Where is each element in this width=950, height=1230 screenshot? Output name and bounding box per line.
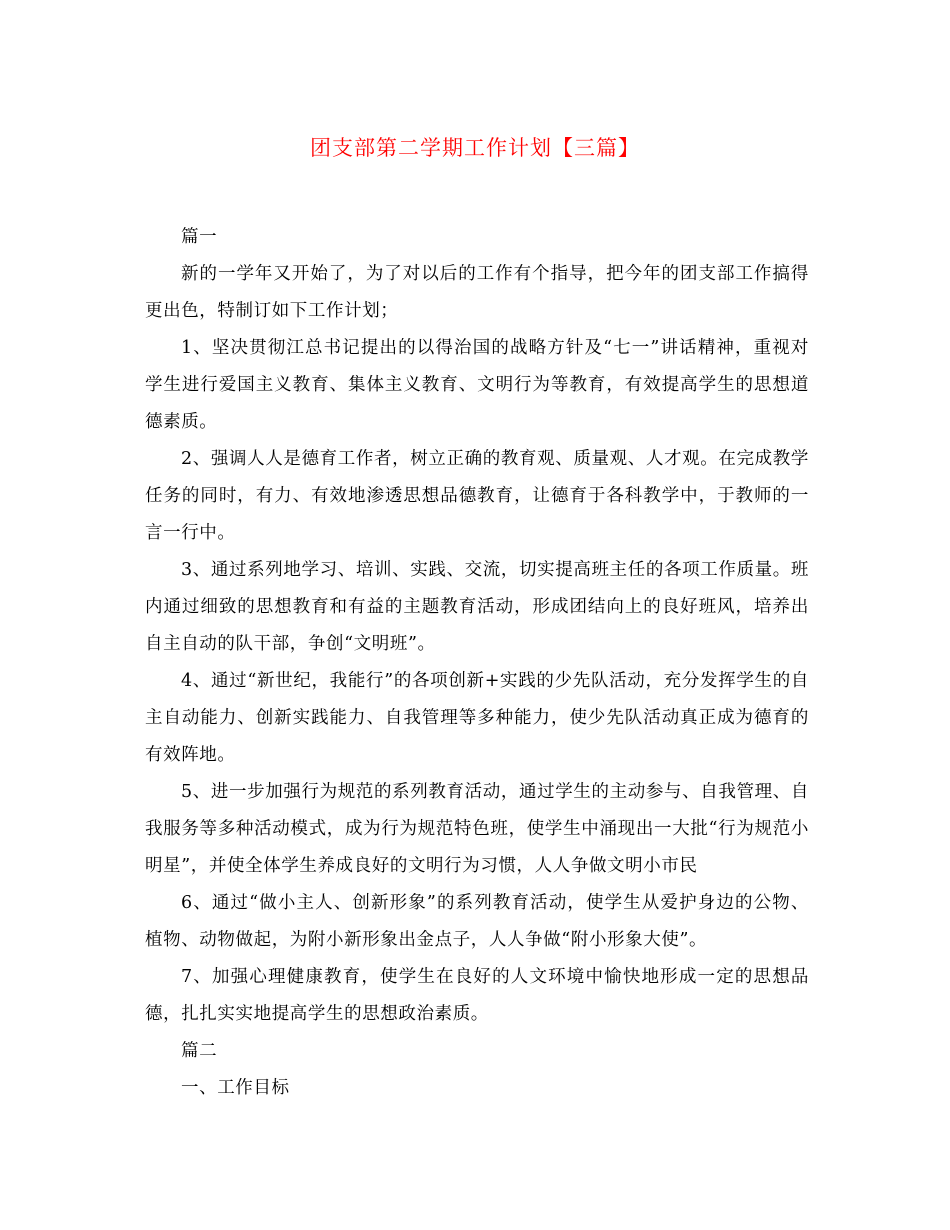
document-title: 团支部第二学期工作计划【三篇】 xyxy=(310,136,640,160)
section-heading: 篇二 xyxy=(181,1041,218,1061)
plan-item-3: 3、通过系列地学习、培训、实践、交流，切实提高班主任的各项工作质量。班内通过细致的思想教育和有益的主题教育活动，形成团结向上的良好班风，培养出自主自动的队干部，争创“文明班”。 xyxy=(145,560,809,654)
subsection-heading: 一、工作目标 xyxy=(181,1078,290,1098)
plan-item-2: 2、强调人人是德育工作者，树立正确的教育观、质量观、人才观。在完成教学任务的同时，有力、有效地渗透思想品德教育，让德育于各科教学中，于教师的一言一行中。 xyxy=(145,449,809,543)
intro-paragraph: 新的一学年又开始了，为了对以后的工作有个指导，把今年的团支部工作搞得更出色，特制订如下工作计划； xyxy=(145,264,809,321)
plan-item-1: 1、坚决贯彻江总书记提出的以得治国的战略方针及“七一”讲话精神，重视对学生进行爱国主义教育、集体主义教育、文明行为等教育，有效提高学生的思想道德素质。 xyxy=(145,338,809,432)
plan-item-5: 5、进一步加强行为规范的系列教育活动，通过学生的主动参与、自我管理、自我服务等多种活动模式，成为行为规范特色班，使学生中涌现出一大批“行为规范小明星”，并使全体学生养成良好的文明行为习惯，人人争做文明小市民 xyxy=(145,782,809,876)
plan-item-7: 7、加强心理健康教育，使学生在良好的人文环境中愉快地形成一定的思想品德，扎扎实实地提高学生的思想政治素质。 xyxy=(145,967,809,1024)
plan-item-6: 6、通过“做小主人、创新形象”的系列教育活动，使学生从爱护身边的公物、植物、动物做起，为附小新形象出金点子，人人争做“附小形象大使”。 xyxy=(145,893,809,950)
plan-item-4: 4、通过“新世纪，我能行”的各项创新+实践的少先队活动，充分发挥学生的自主自动能力、创新实践能力、自我管理等多种能力，使少先队活动真正成为德育的有效阵地。 xyxy=(145,671,809,765)
document-body xyxy=(145,219,809,1107)
section-heading: 篇一 xyxy=(181,227,218,247)
